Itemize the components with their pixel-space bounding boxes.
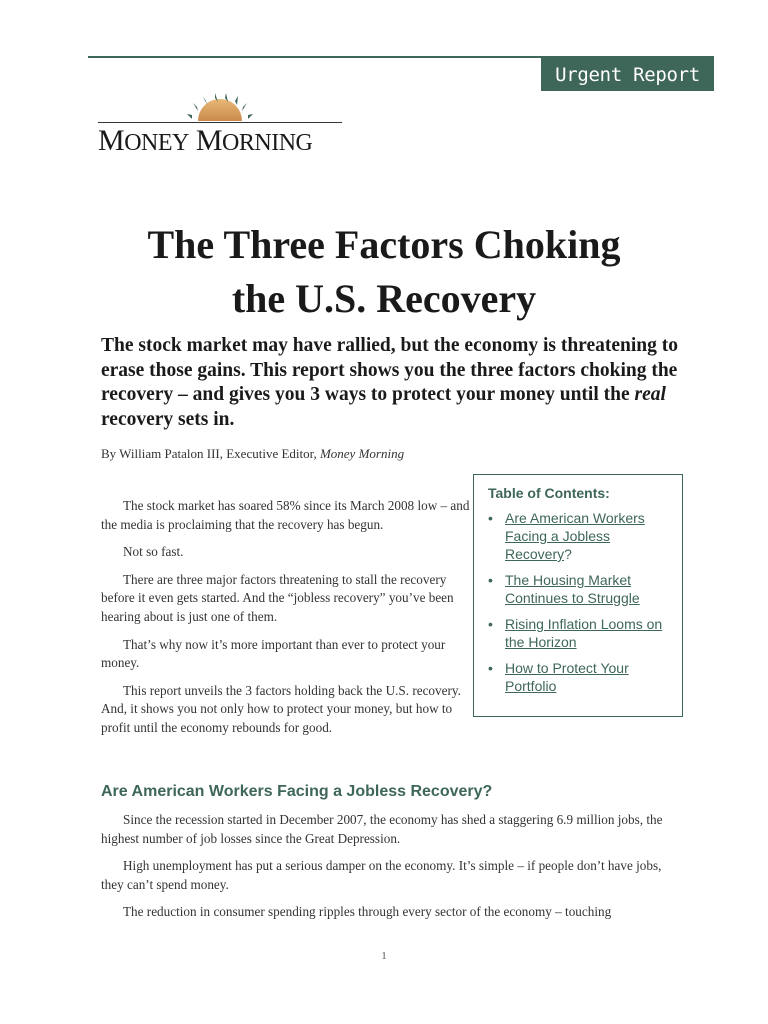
intro-text bbox=[101, 497, 473, 747]
byline-publication: Money Morning bbox=[319, 446, 405, 461]
toc-suffix: ? bbox=[564, 546, 572, 562]
paragraph: This report unveils the 3 factors holding back the U.S. recovery. And, it shows you not only how to protect your money, but how to profit until the economy rebounds for good. bbox=[101, 682, 461, 735]
logo-initial: M bbox=[195, 124, 223, 157]
bullet-icon: • bbox=[488, 510, 493, 526]
toc-item bbox=[488, 615, 670, 651]
logo-rule bbox=[98, 122, 342, 123]
paragraph: The stock market has soared 58% since its March 2008 low – and the media is proclaiming that the recovery has begun. bbox=[101, 498, 470, 532]
toc-item bbox=[488, 571, 670, 607]
sunrise-icon bbox=[184, 92, 256, 122]
paragraph: Not so fast. bbox=[123, 544, 184, 560]
toc-list bbox=[488, 509, 670, 695]
byline bbox=[101, 446, 404, 462]
bullet-icon: • bbox=[488, 572, 493, 588]
title-line: the U.S. Recovery bbox=[231, 276, 537, 321]
section-heading: Are American Workers Facing a Jobless Recovery? bbox=[101, 783, 493, 800]
toc-link-rising-inflation[interactable]: Rising Inflation Looms on the Horizon bbox=[505, 616, 663, 650]
bullet-icon: • bbox=[488, 616, 493, 632]
toc-link-protect-portfolio[interactable]: How to Protect Your Portfolio bbox=[505, 660, 629, 694]
page-number: 1 bbox=[381, 950, 387, 962]
logo-smallcaps: ORNING bbox=[222, 130, 313, 156]
paragraph: High unemployment has put a serious damper on the economy. It’s simple – if people don’t have jobs, they can’t spend money. bbox=[101, 858, 662, 892]
subtitle-end: recovery sets in. bbox=[101, 408, 235, 430]
subtitle-text: The stock market may have rallied, but the economy is threatening to erase those gains. This report shows you the three factors choking the recovery – and gives you 3 ways to protect your money until the bbox=[101, 335, 679, 405]
report-title bbox=[60, 218, 708, 326]
toc-item bbox=[488, 659, 670, 695]
toc-title: Table of Contents: bbox=[488, 485, 610, 501]
logo-wordmark bbox=[98, 124, 312, 158]
report-subtitle bbox=[101, 334, 691, 432]
urgent-report-badge: Urgent Report bbox=[541, 58, 714, 91]
logo-initial: M bbox=[98, 124, 125, 157]
toc-link-jobless-recovery[interactable]: Are American Workers Facing a Jobless Recovery bbox=[505, 510, 645, 562]
subtitle-emphasis: real bbox=[634, 384, 666, 405]
paragraph: Since the recession started in December 2007, the economy has shed a staggering 6.9 million jobs, the highest number of job losses since the Great Depression. bbox=[101, 812, 663, 846]
paragraph: There are three major factors threatening to stall the recovery before it even gets started. And the “jobless recovery” you’ve been hearing about is just one of them. bbox=[101, 571, 454, 624]
title-line: The Three Factors Choking bbox=[147, 222, 621, 267]
bullet-icon: • bbox=[488, 660, 493, 676]
table-of-contents bbox=[473, 474, 683, 717]
section-text bbox=[101, 811, 681, 931]
toc-link-housing-market[interactable]: The Housing Market Continues to Struggle bbox=[505, 572, 640, 606]
paragraph: The reduction in consumer spending ripples through every sector of the economy – touching bbox=[123, 904, 612, 920]
money-morning-logo bbox=[96, 92, 346, 157]
byline-author: By William Patalon III, Executive Editor, bbox=[101, 446, 317, 461]
paragraph: That’s why now it’s more important than ever to protect your money. bbox=[101, 636, 446, 671]
toc-item bbox=[488, 509, 670, 563]
logo-smallcaps: ONEY bbox=[124, 130, 189, 156]
